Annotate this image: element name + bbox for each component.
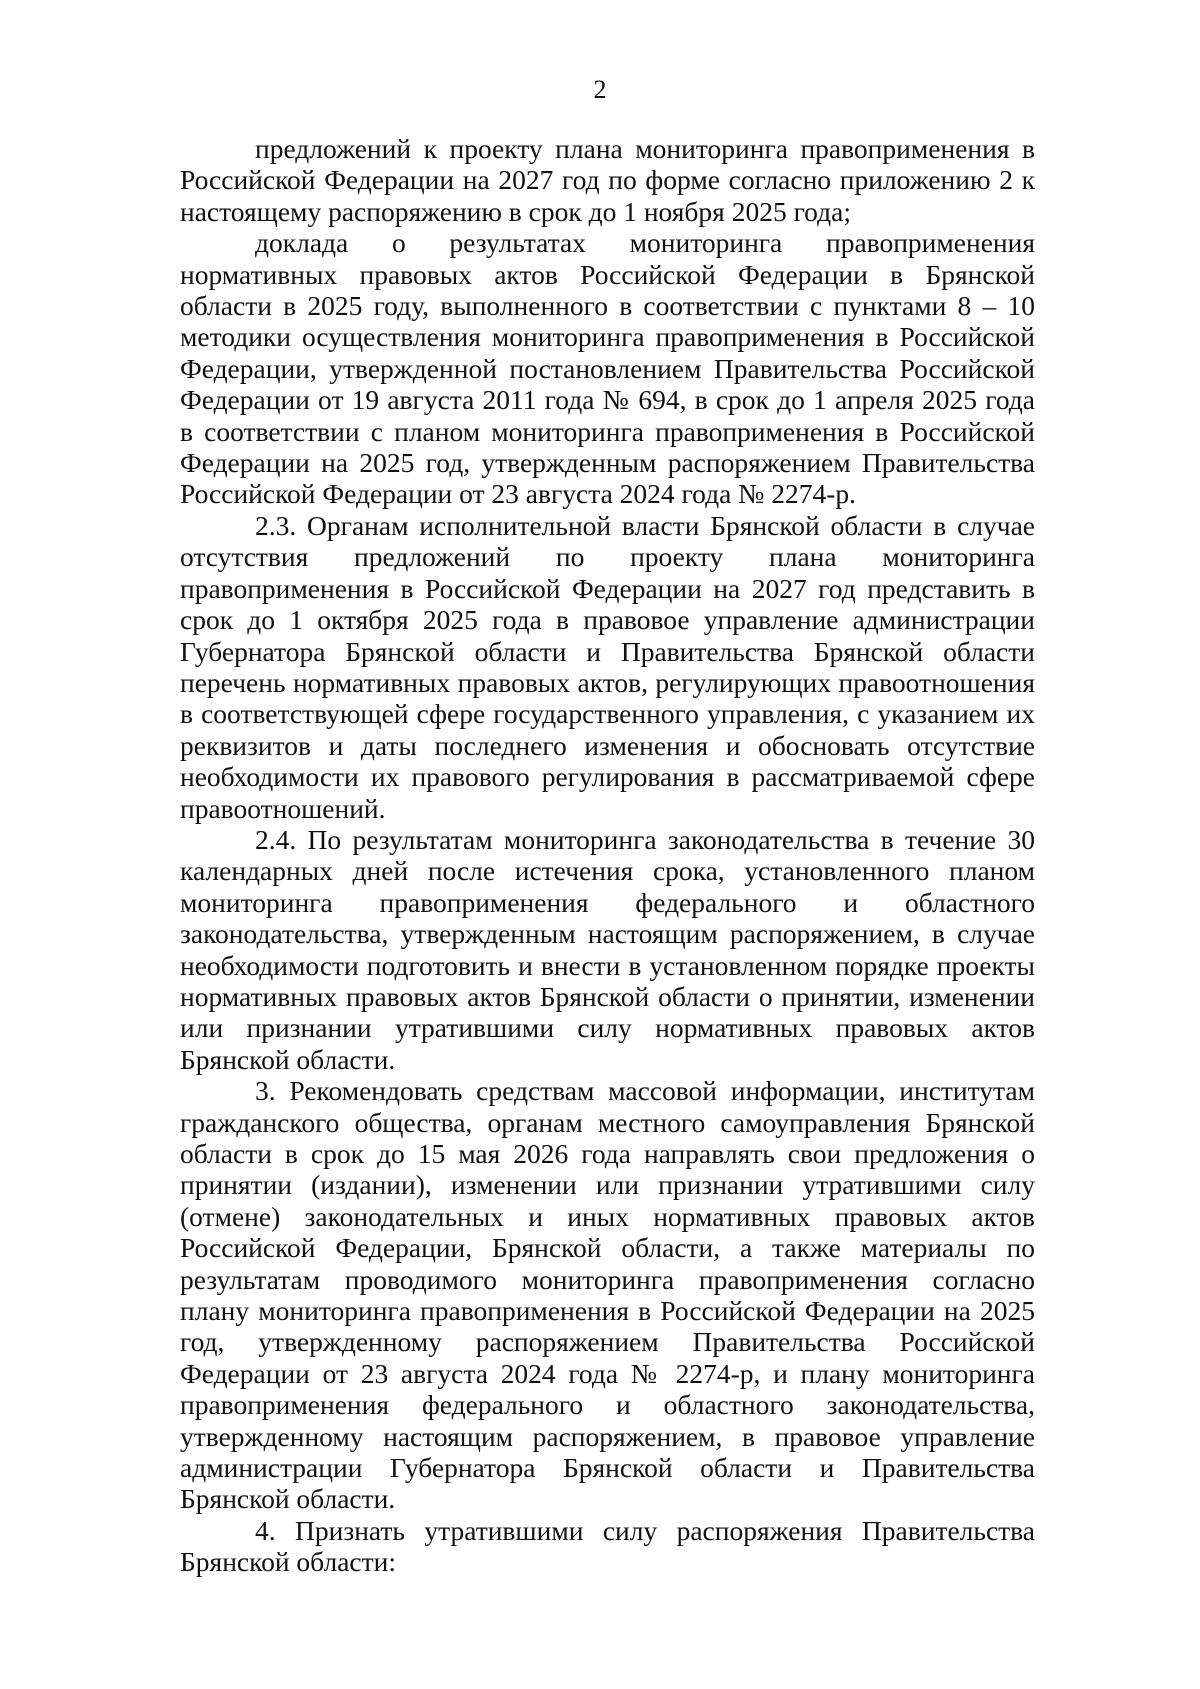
paragraph-3: 3. Рекомендовать средствам массовой информации, институтам гражданского общества, органам местного самоуправления Брянской области в срок до 15 мая 2026 года направлять свои предложения о принятии (издании), изменении или признании утратившими силу (отмене) законодательных и иных нормативных правовых актов Российской Федерации, Брянской области, а также материалы по результатам проводимого мониторинга правоприменения согласно плану мониторинга правоприменения в Российской Федерации на 2025 год, утвержденному распоряжением Правительства Российской Федерации от 23 августа 2024 года № 2274-р, и плану мониторинга правоприменения федерального и областного законодательства, утвержденному настоящим распоряжением, в правовое управление администрации Губернатора Брянской области и Правительства Брянской области. bbox=[180, 1075, 1035, 1515]
paragraph-proposals: предложений к проекту плана мониторинга правоприменения в Российской Федерации на 2027 год по форме согласно приложению 2 к настоящему распоряжению в срок до 1 ноября 2025 года; bbox=[180, 133, 1035, 227]
document-body bbox=[180, 133, 1035, 1578]
paragraph-report: доклада о результатах мониторинга правоприменения нормативных правовых актов Российской Федерации в Брянской области в 2025 году, выполненного в соответствии с пунктами 8 – 10 методики осуществления мониторинга правоприменения в Российской Федерации, утвержденной постановлением Правительства Российской Федерации от 19 августа 2011 года № 694, в срок до 1 апреля 2025 года в соответствии с планом мониторинга правоприменения в Российской Федерации на 2025 год, утвержденным распоряжением Правительства Российской Федерации от 23 августа 2024 года № 2274-р. bbox=[180, 227, 1035, 510]
paragraph-2-4: 2.4. По результатам мониторинга законодательства в течение 30 календарных дней после истечения срока, установленного планом мониторинга правоприменения федерального и областного законодательства, утвержденным настоящим распоряжением, в случае необходимости подготовить и внести в установленном порядке проекты нормативных правовых актов Брянской области о принятии, изменении или признании утратившими силу нормативных правовых актов Брянской области. bbox=[180, 823, 1035, 1075]
page-number: 2 bbox=[593, 75, 607, 104]
paragraph-2-3: 2.3. Органам исполнительной власти Брянской области в случае отсутствия предложений по проекту плана мониторинга правоприменения в Российской Федерации на 2027 год представить в срок до 1 октября 2025 года в правовое управление администрации Губернатора Брянской области и Правительства Брянской области перечень нормативных правовых актов, регулирующих правоотношения в соответствующей сфере государственного управления, с указанием их реквизитов и даты последнего изменения и обосновать отсутствие необходимости их правового регулирования в рассматриваемой сфере правоотношений. bbox=[180, 509, 1035, 824]
paragraph-4: 4. Признать утратившими силу распоряжения Правительства Брянской области: bbox=[180, 1514, 1035, 1578]
